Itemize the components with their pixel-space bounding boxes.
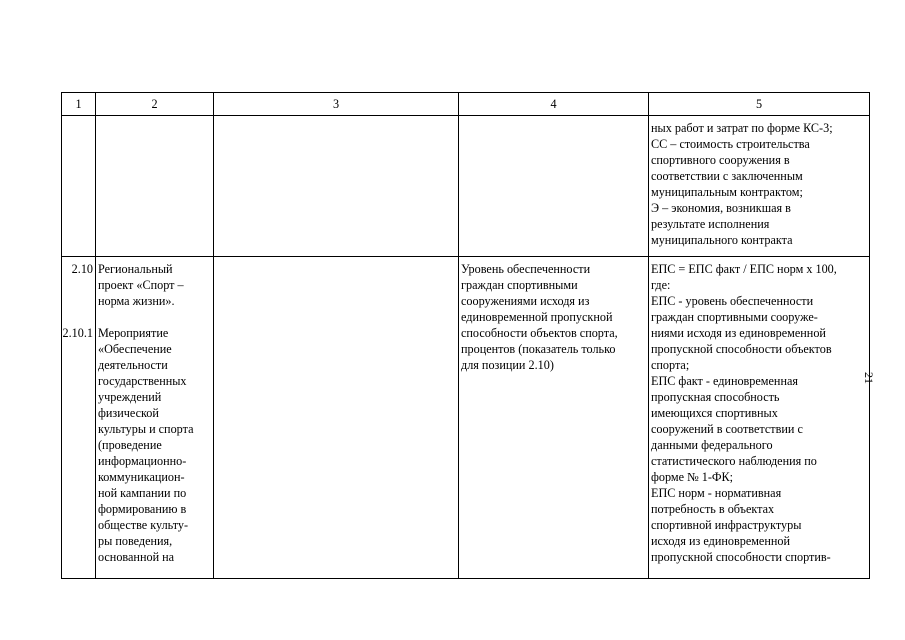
text-line: спортивного сооружения в: [651, 153, 790, 167]
text-line: граждан спортивными: [461, 278, 578, 292]
formula-text: [651, 261, 867, 565]
text-line: спортивной инфраструктуры: [651, 518, 802, 532]
text-line: ниями исходя из единовременной: [651, 326, 826, 340]
project-cell: [96, 257, 214, 579]
text-line: Э – экономия, возникшая в: [651, 201, 791, 215]
text-line: муниципальным контрактом;: [651, 185, 803, 199]
cont-col-1: [62, 116, 96, 257]
cont-formula-text: [651, 120, 867, 248]
text-line: где:: [651, 278, 671, 292]
formula-cell: [649, 257, 870, 579]
header-col-4: 4: [459, 93, 649, 116]
text-line: ЕПС норм - нормативная: [651, 486, 782, 500]
text-line: сооружений в соответствии с: [651, 422, 803, 436]
text-line: статистического наблюдения по: [651, 454, 817, 468]
text-line: государственных: [98, 374, 187, 388]
text-line: пропускной способности объектов: [651, 342, 832, 356]
text-line: учреждений: [98, 390, 162, 404]
text-line: деятельности: [98, 358, 168, 372]
text-line: основанной на: [98, 550, 175, 564]
text-line: ной кампании по: [98, 486, 187, 500]
text-line: граждан спортивными сооруже-: [651, 310, 818, 324]
header-col-5: 5: [649, 93, 870, 116]
text-line: Мероприятие: [98, 326, 169, 340]
text-line: сооружениями исходя из: [461, 294, 590, 308]
row-number-sub: 2.10.1: [62, 326, 93, 340]
text-line: информационно-: [98, 454, 187, 468]
text-line: ЕПС факт - единовременная: [651, 374, 798, 388]
header-col-2: 2: [96, 93, 214, 116]
text-line: ры поведения,: [98, 534, 173, 548]
indicator-cell: [459, 257, 649, 579]
text-line: Региональный: [98, 262, 173, 276]
measure-text: [98, 325, 211, 565]
text-line: проект «Спорт –: [98, 278, 184, 292]
text-line: исходя из единовременной: [651, 534, 791, 548]
row-number-main: 2.10: [71, 262, 93, 276]
text-line: «Обеспечение: [98, 342, 172, 356]
cont-col-3: [214, 116, 459, 257]
row-number-cell: [62, 257, 96, 579]
text-line: культуры и спорта: [98, 422, 194, 436]
main-table: [61, 92, 870, 579]
text-line: обществе культу-: [98, 518, 189, 532]
text-line: ЕПС - уровень обеспеченности: [651, 294, 814, 308]
text-line: коммуникацион-: [98, 470, 185, 484]
text-line: спорта;: [651, 358, 690, 372]
text-line: муниципального контракта: [651, 233, 793, 247]
empty-col-3: [214, 257, 459, 579]
continuation-row: [62, 116, 870, 257]
header-col-3: 3: [214, 93, 459, 116]
text-line: форме № 1-ФК;: [651, 470, 734, 484]
text-line: (проведение: [98, 438, 162, 452]
cont-col-5: [649, 116, 870, 257]
text-line: для позиции 2.10): [461, 358, 554, 372]
text-line: потребность в объектах: [651, 502, 775, 516]
text-line: СС – стоимость строительства: [651, 137, 810, 151]
text-line: пропускной способности спортив-: [651, 550, 831, 564]
text-line: ЕПС = ЕПС факт / ЕПС норм х 100,: [651, 262, 837, 276]
header-col-1: 1: [62, 93, 96, 116]
text-line: Уровень обеспеченности: [461, 262, 591, 276]
table-row-2-10: [62, 257, 870, 579]
text-line: результате исполнения: [651, 217, 770, 231]
project-text: [98, 261, 211, 309]
text-line: пропускная способность: [651, 390, 780, 404]
text-line: ных работ и затрат по форме КС-3;: [651, 121, 833, 135]
text-line: соответствии с заключенным: [651, 169, 803, 183]
indicator-text: [461, 261, 646, 373]
text-line: процентов (показатель только: [461, 342, 616, 356]
text-line: данными федерального: [651, 438, 773, 452]
text-line: способности объектов спорта,: [461, 326, 618, 340]
text-line: физической: [98, 406, 159, 420]
cont-col-2: [96, 116, 214, 257]
text-line: единовременной пропускной: [461, 310, 613, 324]
text-line: формированию в: [98, 502, 187, 516]
text-line: норма жизни».: [98, 294, 175, 308]
text-line: имеющихся спортивных: [651, 406, 778, 420]
page-number: 21: [862, 372, 876, 384]
header-row: [62, 93, 870, 116]
cont-col-4: [459, 116, 649, 257]
